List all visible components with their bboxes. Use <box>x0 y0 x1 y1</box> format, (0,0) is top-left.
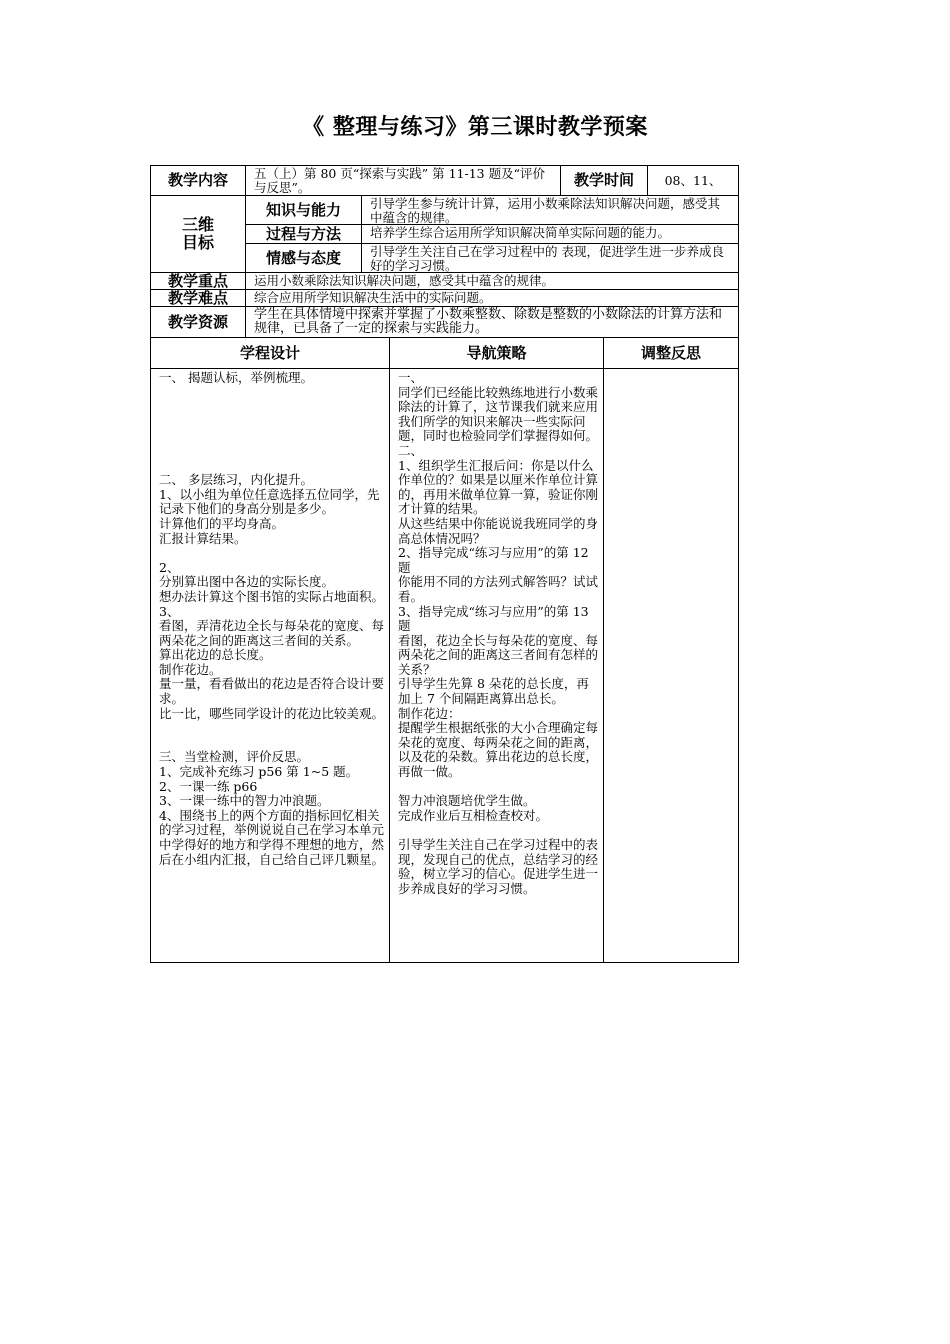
content-value: 五（上）第 80 页“探索与实践” 第 11-13 题及“评价与反思”。 <box>254 166 545 195</box>
content-label: 教学内容 <box>167 171 228 189</box>
table-border-bottom <box>150 962 739 963</box>
emotion-attitude-text: 引导学生关注自己在学习过程中的 表现，促进学生进一步养成良好的学习习惯。 <box>370 244 724 273</box>
goals-label: 三维 目标 <box>181 215 214 252</box>
reflection-column <box>604 369 738 962</box>
resources-label: 教学资源 <box>167 312 228 331</box>
resources-text: 学生在具体情境中探索并掌握了小数乘整数、除数是整数的小数除法的计算方法和规律，已具备了一定的探索与实践能力。 <box>254 307 723 336</box>
process-method-text: 培养学生综合运用所学知识解决简单实际问题的能力。 <box>370 225 671 240</box>
page-title: 《 整理与练习》第三课时教学预案 <box>302 115 648 140</box>
process-method-label: 过程与方法 <box>265 224 341 243</box>
difficulty-text: 综合应用所学知识解决生活中的实际问题。 <box>254 290 492 305</box>
key-point-text: 运用小数乘除法知识解决问题，感受其中蕴含的规律。 <box>254 273 555 288</box>
table-border-right <box>738 165 739 963</box>
design-column: 一、 揭题认标，举例梳理。 二、 多层练习，内化提升。 1、以小组为单位任意选择五位同学，先记录下他们的身高分别是多少。 计算他们的平均身高。 汇报计算结果。 2、 分别算出图中各边的实际长度。 想办法计算这个图书馆的实际占地面积。 3、 看图，弄清花边全长与每朵花的宽度、每两朵花之间的距离这三者间的关系。 算出花边的总长度。 制作花边。 量一量，看看做出的花边是否符合设计要求。 比一比，哪些同学设计的花边比较美观。 三、当堂检测，评价反思。 1、完成补充练习 p56 第 1~5 题。 2、一课一练 p66 3、一课一练中的智力冲浪题。 4、围绕书上的两个方面的指标回忆相关的学习过程，举例说说自己在学习本单元中学得好的地方和学得不理想的地方，然后在小组内汇报，自己给自己评几颗星。 <box>159 370 385 867</box>
strategy-header: 导航策略 <box>466 343 527 362</box>
knowledge-ability-text: 引导学生参与统计计算，运用小数乘除法知识解决问题，感受其中蕴含的规律。 <box>370 196 721 225</box>
design-header: 学程设计 <box>239 343 300 362</box>
time-label: 教学时间 <box>573 171 634 189</box>
key-point-label: 教学重点 <box>167 271 228 290</box>
emotion-attitude-label: 情感与态度 <box>265 248 341 267</box>
reflection-header: 调整反思 <box>640 343 701 362</box>
strategy-column: 一、 同学们已经能比较熟练地进行小数乘除法的计算了，这节课我们就来应用我们所学的知识来解决一些实际问题，同时也检验同学们掌握得如何。 二、 1、组织学生汇报后问：你是以什么作单位的？如果是以厘米作单位计算的，再用米做单位算一算，验证你刚才计算的结果。 从这些结果中你能说说我班同学的身高总体情况吗？ 2、指导完成“练习与应用”的第 12 题 你能用不同的方法列式解答吗？试试看。 3、指导完成“练习与应用”的第 13 题 看图，花边全长与每朵花的宽度、每两朵花之间的距离这三者间有怎样的关系？ 引导学生先算 8 朵花的总长度，再加上 7 个间隔距离算出总长。 制作花边： 提醒学生根据纸张的大小合理确定每朵花的宽度、每两朵花之间的距离，以及花的朵数。算出花边的总长度，再做一做。 智力冲浪题培优学生做。 完成作业后互相检查校对。 引导学生关注自己在学习过程中的表现，发现自己的优点，总结学习的经验，树立学习的信心。促进学生进一步养成良好的学习习惯。 <box>398 370 599 896</box>
knowledge-ability-label: 知识与能力 <box>265 200 341 219</box>
time-value: 08、11、 <box>664 172 722 188</box>
difficulty-label: 教学难点 <box>167 288 228 307</box>
